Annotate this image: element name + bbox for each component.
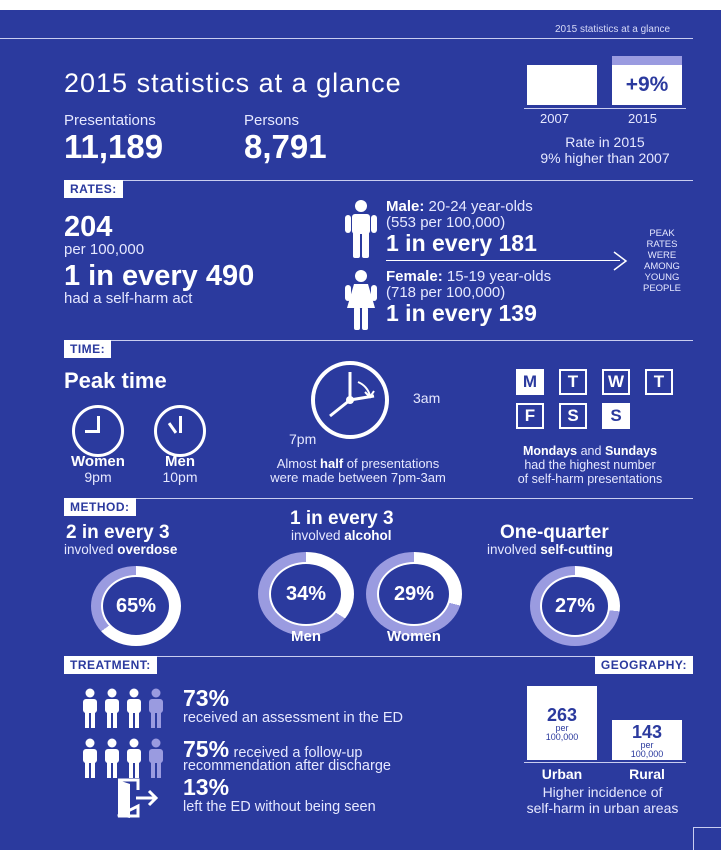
cutting-pct: 27% <box>540 575 610 637</box>
peak-note-line: YOUNG <box>644 272 680 283</box>
rural-bar <box>612 720 682 760</box>
overdose-bold: overdose <box>117 542 178 557</box>
treatment-desc-1: received an assessment in the ED <box>183 710 404 726</box>
rate-note-line1: Rate in 2015 <box>565 134 645 150</box>
half-pre: Almost <box>276 456 321 471</box>
treatment-pct-3: 13% <box>183 774 230 800</box>
male-icon <box>344 200 378 258</box>
alcohol-men-ring <box>258 552 354 636</box>
urban-label: Urban <box>541 766 583 782</box>
peak-arrow-line <box>386 260 620 261</box>
day-tuesday: T <box>559 369 587 395</box>
one-in-every-490: 1 in every 490 <box>64 260 255 292</box>
male-rate: (553 per 100,000) <box>386 214 506 231</box>
rates-label: RATES: <box>64 180 123 198</box>
clock-7pm: 7pm <box>289 431 317 447</box>
alcohol-women-pct: 29% <box>377 562 451 626</box>
peak-time-title: Peak time <box>64 368 167 393</box>
geography-label: GEOGRAPHY: <box>595 656 693 674</box>
women-time: 9pm <box>84 469 112 485</box>
overdose-title: 2 in every 3 <box>66 522 170 543</box>
top-rule <box>0 38 693 39</box>
half-note-line2: were made between 7pm-3am <box>270 470 446 485</box>
page-title: 2015 statistics at a glance <box>64 68 402 98</box>
peak-note-line: PEOPLE <box>642 283 682 294</box>
cutting-bold: self-cutting <box>540 542 614 557</box>
corner-title: 2015 statistics at a glance <box>555 24 671 35</box>
method-label: METHOD: <box>64 498 136 516</box>
time-label: TIME: <box>64 340 111 358</box>
day-wednesday: W <box>602 369 630 395</box>
geo-note-line2: self-harm in urban areas <box>526 800 679 816</box>
days-note-line2: had the highest number <box>524 458 656 472</box>
alcohol-women-label: Women <box>387 628 441 645</box>
treatment-pct-2: 75% <box>183 736 230 762</box>
rate-note-line2: 9% higher than 2007 <box>540 150 670 166</box>
female-group: 15-19 year-olds <box>446 268 552 285</box>
treatment-desc-3: left the ED without being seen <box>183 799 376 815</box>
rate-value: 204 <box>64 211 113 243</box>
treatment-pct-1: 73% <box>183 685 230 711</box>
female-one-in: 1 in every 139 <box>386 300 537 326</box>
women-clock-icon <box>72 405 124 457</box>
male-line <box>386 198 533 215</box>
rate-unit: per 100,000 <box>64 241 145 258</box>
half-note <box>240 457 476 485</box>
persons-value: 8,791 <box>244 128 327 165</box>
bar-2015-increase <box>612 56 682 65</box>
days-note-sunday: Sundays <box>604 444 658 458</box>
peak-note-line: AMONG <box>644 261 680 272</box>
cutting-ring <box>530 566 620 646</box>
rate-note <box>520 134 690 166</box>
urban-unit-b: 100,000 <box>545 732 579 742</box>
overdose-ring <box>91 566 181 646</box>
days-note <box>490 444 690 486</box>
one-in-desc: had a self-harm act <box>64 290 193 307</box>
female-line <box>386 268 551 285</box>
people-group-icon <box>80 738 172 778</box>
bar-2007 <box>527 65 597 105</box>
people-group-icon <box>80 688 172 728</box>
rural-label: Rural <box>629 766 665 782</box>
men-time: 10pm <box>162 469 198 485</box>
peak-note-line: PEAK <box>649 228 675 239</box>
alcohol-title: 1 in every 3 <box>290 508 394 529</box>
presentations-value: 11,189 <box>64 128 164 165</box>
geo-note <box>495 784 710 816</box>
female-icon <box>344 270 378 330</box>
peak-arrow-icon <box>612 251 628 271</box>
day-saturday: S <box>559 403 587 429</box>
alcohol-pre: involved <box>291 528 345 543</box>
alcohol-women-ring <box>366 552 462 636</box>
male-label: Male: <box>386 198 425 215</box>
alcohol-desc <box>291 528 392 543</box>
urban-unit-a: per <box>555 723 569 733</box>
peak-note-line: WERE <box>647 250 677 261</box>
women-label: Women <box>71 453 125 470</box>
bar-year-2007: 2007 <box>540 111 569 126</box>
male-one-in: 1 in every 181 <box>386 230 537 256</box>
half-note-line1 <box>240 457 476 471</box>
big-clock-icon <box>304 362 410 442</box>
bar-baseline <box>524 108 686 109</box>
peak-note <box>632 228 692 294</box>
method-divider <box>64 498 693 499</box>
day-sunday: S <box>602 403 630 429</box>
male-group: 20-24 year-olds <box>428 198 533 215</box>
alcohol-men-pct: 34% <box>269 562 343 626</box>
geo-note-line1: Higher incidence of <box>542 784 663 800</box>
days-note-monday: Mondays <box>522 444 578 458</box>
bar-year-2015: 2015 <box>628 111 657 126</box>
days-note-line3: of self-harm presentations <box>517 472 663 486</box>
peak-note-line: RATES <box>646 239 678 250</box>
cutting-title: One-quarter <box>500 522 609 543</box>
rates-divider <box>64 180 693 181</box>
cutting-pre: involved <box>487 542 541 557</box>
female-label: Female: <box>386 268 443 285</box>
rural-value: 143 <box>631 722 663 742</box>
alcohol-men-label: Men <box>291 628 321 645</box>
treatment-desc-2b: recommendation after discharge <box>183 758 391 774</box>
men-clock-icon <box>154 405 206 457</box>
persons-label: Persons <box>244 112 300 129</box>
urban-value: 263 <box>546 705 578 725</box>
rural-unit-b: 100,000 <box>630 749 664 759</box>
overdose-pct: 65% <box>101 575 171 637</box>
cutting-desc <box>487 542 613 557</box>
day-monday: M <box>516 369 544 395</box>
time-divider <box>64 340 693 341</box>
rural-unit-a: per <box>640 740 654 750</box>
men-label: Men <box>165 453 195 470</box>
female-rate: (718 per 100,000) <box>386 284 506 301</box>
presentations-label: Presentations <box>64 112 156 129</box>
exit-door-icon <box>116 778 160 818</box>
treatment-label: TREATMENT: <box>64 656 157 674</box>
days-note-and: and <box>577 444 605 458</box>
infographic <box>0 10 721 850</box>
day-thursday: T <box>645 369 673 395</box>
corner-mark <box>693 827 721 850</box>
overdose-desc <box>64 542 177 557</box>
days-note-line1 <box>490 444 690 458</box>
half-bold: half <box>320 456 344 471</box>
geo-baseline <box>524 762 686 763</box>
alcohol-bold: alcohol <box>344 528 392 543</box>
urban-bar <box>527 686 597 760</box>
clock-3am: 3am <box>413 390 441 406</box>
bar-2015: +9% <box>612 65 682 105</box>
half-post: of presentations <box>343 456 440 471</box>
treatment-desc-2a: received a follow-up <box>233 745 363 761</box>
day-friday: F <box>516 403 544 429</box>
overdose-pre: involved <box>64 542 118 557</box>
